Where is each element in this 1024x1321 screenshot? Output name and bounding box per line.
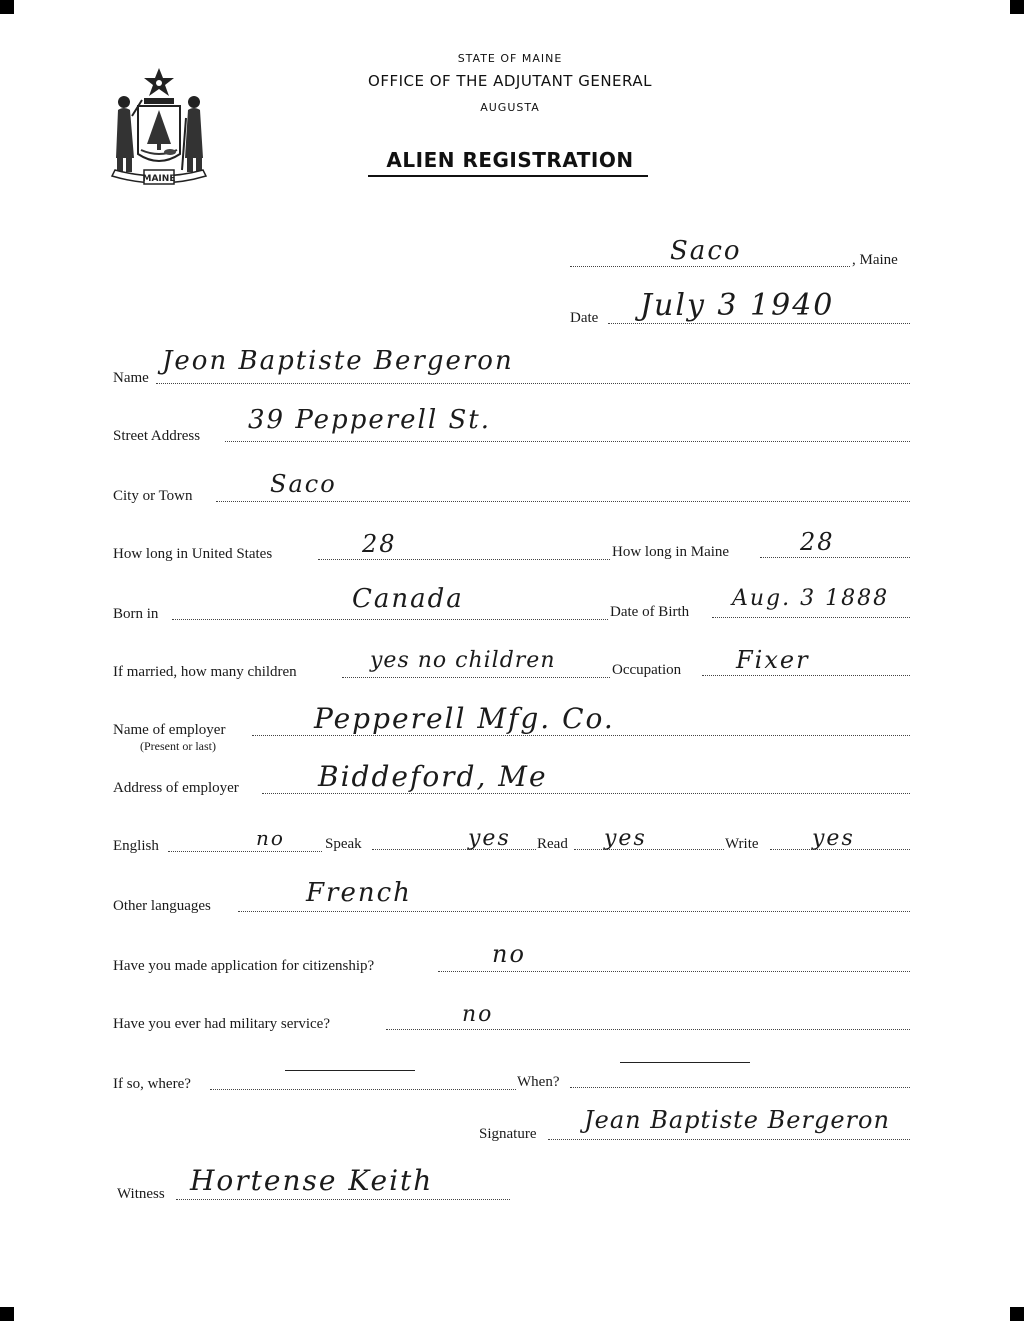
speak-label: Speak	[325, 836, 362, 852]
when-dash-mark	[620, 1062, 750, 1063]
speak-line	[372, 849, 536, 850]
header-state: STATE OF MAINE	[457, 52, 563, 65]
employer-address-value: Biddeford, Me	[318, 760, 548, 793]
header-office: OFFICE OF THE ADJUTANT GENERAL	[368, 72, 652, 90]
city-line	[216, 501, 910, 502]
english-value: no	[256, 826, 285, 850]
employer-address-label: Address of employer	[113, 780, 239, 796]
city-value: Saco	[270, 470, 337, 498]
occupation-label: Occupation	[612, 662, 682, 678]
city-label: City or Town	[113, 488, 193, 504]
scan-corner-mark	[1010, 0, 1024, 14]
when-line	[570, 1087, 910, 1088]
employer-address-line	[262, 793, 910, 794]
speak-value: yes	[468, 826, 511, 851]
seal-label: MAINE	[142, 174, 176, 184]
date-of-birth-value: Aug. 3 1888	[732, 586, 890, 611]
military-label: Have you ever had military service?	[113, 1016, 330, 1032]
scan-corner-mark	[0, 0, 14, 14]
english-label: English	[113, 838, 159, 854]
citizenship-value: no	[492, 940, 526, 968]
other-languages-line	[238, 911, 910, 912]
employer-note-label: (Present or last)	[140, 739, 216, 753]
citizenship-line	[438, 971, 910, 972]
employer-name-value: Pepperell Mfg. Co.	[314, 702, 615, 735]
how-long-maine-line	[760, 557, 910, 558]
signature-value: Jean Baptiste Bergeron	[584, 1106, 890, 1134]
scan-corner-mark	[1010, 1307, 1024, 1321]
date-of-birth-label: Date of Birth	[610, 604, 690, 620]
military-line	[386, 1029, 910, 1030]
name-label: Name	[113, 370, 149, 386]
occupation-value: Fixer	[736, 646, 810, 674]
date-label: Date	[570, 310, 599, 326]
married-children-line	[342, 677, 610, 678]
maine-label: , Maine	[852, 252, 898, 268]
state-seal-icon	[108, 66, 210, 190]
english-line	[168, 851, 322, 852]
other-languages-value: French	[306, 878, 412, 908]
born-in-label: Born in	[113, 606, 159, 622]
read-value: yes	[604, 826, 647, 851]
write-label: Write	[725, 836, 759, 852]
write-value: yes	[812, 826, 855, 851]
signature-label: Signature	[479, 1126, 537, 1142]
read-line	[574, 849, 724, 850]
scan-corner-mark	[0, 1307, 14, 1321]
witness-label: Witness	[117, 1186, 165, 1202]
town-line	[570, 266, 850, 267]
name-line	[156, 383, 910, 384]
born-in-line	[172, 619, 608, 620]
date-line	[608, 323, 910, 324]
read-label: Read	[537, 836, 568, 852]
street-address-label: Street Address	[113, 428, 201, 444]
date-of-birth-line	[712, 617, 910, 618]
witness-value: Hortense Keith	[190, 1164, 434, 1197]
if-so-where-line	[210, 1089, 516, 1090]
when-label: When?	[517, 1074, 560, 1090]
how-long-maine-value: 28	[800, 528, 835, 556]
how-long-us-value: 28	[362, 530, 397, 558]
employer-name-label: Name of employer	[113, 722, 226, 738]
if-so-where-label: If so, where?	[113, 1076, 191, 1092]
town-value: Saco	[670, 236, 742, 266]
married-children-value: yes no children	[370, 648, 556, 673]
other-languages-label: Other languages	[113, 898, 211, 914]
born-in-value: Canada	[352, 584, 464, 614]
form-title: ALIEN REGISTRATION	[386, 148, 634, 172]
form-title-underline	[368, 175, 648, 177]
header-city: AUGUSTA	[480, 101, 540, 114]
occupation-line	[702, 675, 910, 676]
married-children-label: If married, how many children	[113, 664, 297, 680]
signature-line	[548, 1139, 910, 1140]
how-long-maine-label: How long in Maine	[612, 544, 730, 560]
how-long-us-line	[318, 559, 610, 560]
where-dash-mark	[285, 1070, 415, 1071]
how-long-us-label: How long in United States	[113, 546, 273, 562]
military-value: no	[462, 1002, 494, 1027]
date-value: July 3 1940	[640, 288, 835, 323]
street-address-line	[225, 441, 910, 442]
employer-name-line	[252, 735, 910, 736]
name-value: Jeon Baptiste Bergeron	[162, 346, 514, 376]
citizenship-label: Have you made application for citizenship?	[113, 958, 375, 974]
street-address-value: 39 Pepperell St.	[248, 405, 491, 435]
witness-line	[176, 1199, 510, 1200]
